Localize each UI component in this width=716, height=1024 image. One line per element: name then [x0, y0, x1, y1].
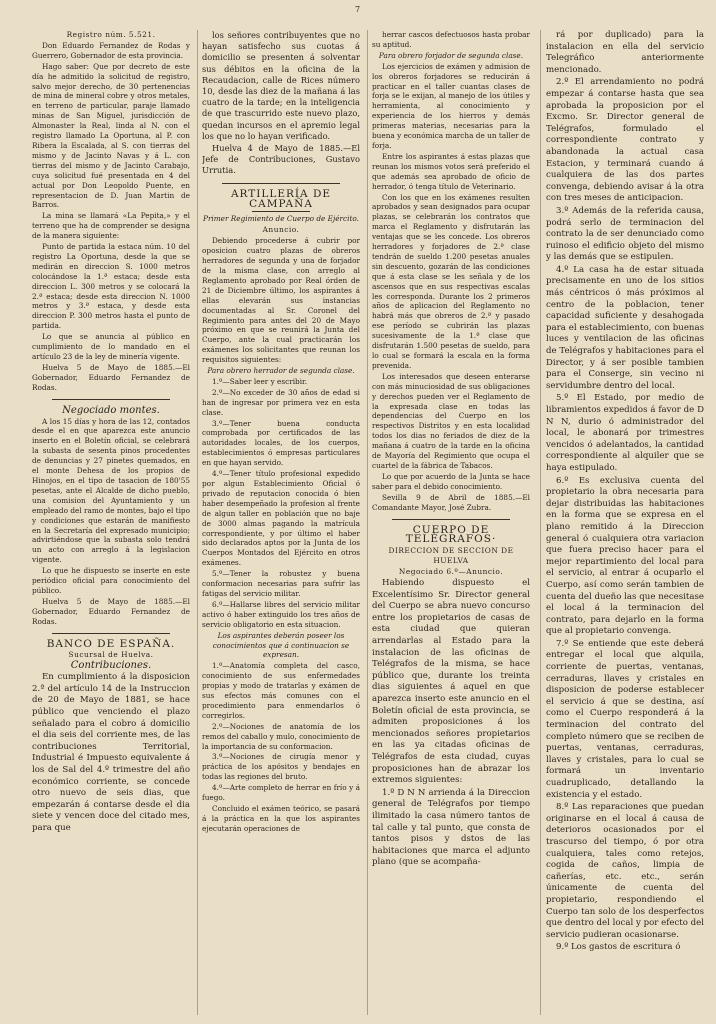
- subheading-contribuciones: Contribuciones.: [70, 660, 152, 672]
- divider: [392, 519, 510, 520]
- section-heading-artilleria: ARTILLERÍA DE CAMPAÑA: [230, 187, 332, 210]
- column-divider: [197, 30, 198, 1015]
- column-4: [546, 30, 704, 1015]
- knowledge-item: 1.º—Anatomía completa del casco, conocimiento de sus enfermedades propias y modo de tratarlas y exámen de sus efectos más comunes con el procedimiento para enmendarlos ó corregirlos.: [202, 661, 360, 720]
- section-heading-telegrafos: CUERPO DE TELÉGRAFOS·: [405, 523, 497, 546]
- paragraph: En cumplimiento á la disposicion 2.ª del artículo 14 de la Instruccion de 20 de Mayo de 1881, se hace público que venciendo el plazo señalado para el cobro á domicilio el dia seis del corriente mes, de las contribuciones Territorial, Industrial é Impuesto equivalente á los de Sal del 4.º trimestre del año económico corriente, se concede otro nuevo de seis dias, que empezarán á contarse desde el dia siete y vencen doce del citado mes, para que: [32, 672, 190, 833]
- paragraph: Lo que por acuerdo de la Junta se hace saber para el debido conocimiento.: [372, 471, 530, 491]
- paragraph: Don Eduardo Fernandez de Rodas y Guerrero, Gobernador de esta provincia.: [32, 40, 190, 60]
- requirement: 2.º—No exceder de 30 años de edad si han de ingresar por primera vez en esta clase.: [202, 387, 360, 417]
- signature: Sevilla 9 de Abril de 1885.—El Comandante Mayor, José Zubra.: [372, 492, 530, 512]
- paragraph: Debiendo procederse á cubrir por oposicion cuatro plazas de obreros herradores de segunda y una de forjador de la misma clase, con arreglo al Reglamento aprobado por Real órden de 21 de Diciembre último, los aspirantes á ellas elevarán sus instancias documentadas al Sr. Coronel del Regimiento para antes del 20 de Mayo próximo en que se reunirá la Junta del Cuerpo, ante la cual practicarán los exámenes los solicitantes que reunan los requisitos siguientes:: [202, 236, 360, 365]
- signature: Huelva 4 de Mayo de 1885.—El Jefe de Contribuciones, Gustavo Urrutia.: [202, 143, 360, 176]
- paragraph: los señores contribuyentes que no hayan satisfecho sus cuotas á domicilio se presenten á solventar sus débitos en la oficina de la Recaudacion, calle de Rices número 10, desde las diez de la mañana á las cuatro de la tarde; en la inteligencia de que trascurrido este nuevo plazo, quedan incursos en el apremio legal los que no lo hayan verificado.: [202, 30, 360, 141]
- registro-heading: Registro núm. 5.521.: [66, 30, 156, 39]
- knowledge-item: 2.º—Nociones de anatomía de los remos del caballo y mulo, conocimiento de la importancia de su conformacion.: [202, 721, 360, 751]
- subheading-forjador: Para obrero forjador de segunda clase.: [378, 50, 524, 60]
- paragraph: Hago saber: Que por decreto de este día he admitido la solicitud de registro, salvo mejor derecho, de 30 pertenencias de mina de mineral cobre y otros metales, en terreno de particular, paraje llamado minas de San Miguel, jurisdicción de Almonaster la Real, linda al N. con el registro llamado La Oportuna, al P. con Ribera la Escalada, al S. con tierras del mismo y de Jacinto Navas y á L. con tierras del mismo y de Jacinto Carabajo, cuya solicitud fué presentada en 4 del actual por Don Leopoldo Puente, en representacion de D. Juan Martin de Barros.: [32, 61, 190, 210]
- subheading-negociado: Negociado 6.º—Anuncio.: [398, 567, 504, 577]
- clause: 7.º Se entiende que este deberá entregar el local que alquila, corriente de puertas, ventanas, cerraduras, llaves y cristales en disposicion de poderse establecer el servicio á que se destina, así como el Cuerpo responderá á la terminacion del contrato del completo número que se reciben de puertas, ventanas, cerraduras, llaves y cristales, para lo cual se formará un inventario cuadruplicado, detallando la existencia y el estado.: [546, 638, 704, 800]
- clause: 6.º Es exclusiva cuenta del propietario la obra necesaria para dejar distribuidas las habitaciones en la forma que se expresa en el plano remitido á la Direccion general ó cualquiera otra variacion que fuera preciso hacer para el mejor repartimiento del local para el servicio, al entrar á ocuparlo el Cuerpo, así como serán tambien de cuenta del dueño las que necesitase el local á la terminacion del contrato, para dejarlo en la forma que al propietario convenga.: [546, 475, 704, 637]
- subheading-direccion: DIRECCION DE SECCION DE HUELVA: [388, 546, 514, 566]
- divider: [52, 633, 170, 634]
- column-divider: [367, 30, 368, 1015]
- paragraph: Entre los aspirantes á estas plazas que reunan los mismos votos será preferido el que además sea aprobado de oficio de herrador, ó tenga título de Veterinario.: [372, 151, 530, 191]
- clause: 8.º Las reparaciones que puedan originarse en el local á causa de deterioros ocasionados por el trascurso del tiempo, ó por otra cualquiera, tales como retejos, cogida de caños, limpia de cañerías, etc. etc., serán únicamente de cuenta del propietario, respondiendo el Cuerpo tan solo de los desperfectos que dentro del local y por efecto del servicio pudieran ocasionarse.: [546, 802, 704, 940]
- paragraph: Punto de partida la estaca núm. 10 del registro La Oportuna, desde la que se medirán en direccion S. 1000 metros colocándose la 1.ª estaca; desde esta direccion L. 300 metros y se colocará la 2.ª estaca; desde esta direccion N. 1000 metros y 3.ª estaca, y desde esta direccion P. 300 metros hasta el punto de partida.: [32, 242, 190, 331]
- requirement: 1.º—Saber leer y escribir.: [212, 376, 308, 386]
- paragraph: La mina se llamará «La Pepita,» y el terreno que ha de comprender se designa de la manera siguiente:: [32, 211, 190, 241]
- clause: 3.º Además de la referida causa, podrá serlo de terminacion del contrato la de ser denunciado como ruinoso el edificio objeto del mismo y las demás que se estipulen.: [546, 205, 704, 263]
- paragraph: Los interesados que deseen enterarse con más minuciosidad de sus obligaciones y derechos pueden ver el Reglamento de la expresada clase en todas las dependencias del Cuerpo en los respectivos Distritos y en esta localidad todos los dias no feriados de diez de la mañana á cuatro de la tarde en la oficina de Mayoría del Regimiento que ocupa el cuartel de la fábrica de Tabacos.: [372, 371, 530, 470]
- divider: [252, 211, 310, 212]
- knowledge-item: 3.º—Nociones de cirugía menor y práctica de los apósitos y bendajes en todas las regiones del bruto.: [202, 752, 360, 782]
- subheading-sucursal: Sucursal de Huelva.: [68, 650, 154, 660]
- subheading-aspirantes: Los aspirantes deberán poseer los conocimientos que á continuacion se expresan.: [212, 630, 350, 660]
- clause: 4.º La casa ha de estar situada precisamente en uno de los sitios más céntricos ó más próximos al centro de la poblacion, tener capacidad suficiente y desahogada para el establecimiento, con buenas luces y ventilacion de las oficinas de Telégrafos y habitaciones para el Director, y á ser posible tambien para el Conserge, sin vecino ni servidumbre dentro del local.: [546, 264, 704, 391]
- paragraph: Lo que he dispuesto se inserte en este periódico oficial para conocimiento del público.: [32, 566, 190, 595]
- paragraph: Habiendo dispuesto el Excelentísimo Sr. Director general del Cuerpo se abra nuevo concurso entre los propietarios de casas de esta ciudad que quieran arrendarlas al Estado para la instalacion de las oficinas de Telégrafos de la misma, se hace público que, durante los treinta dias siguientes á aquel en que aparezca inserto este anuncio en el Boletín oficial de esta provincia, se admiten proposiciones á los mencionados señores propietarios en las ya citadas oficinas de Telégrafos de esta ciudad, cuyas proposiciones han de abrazar los extremos siguientes:: [372, 578, 530, 786]
- requirement: 3.º—Tener buena conducta comprobada por certificados de las autoridades locales, de los cuerpos, establecimientos ó empresas particulares en que hayan servido.: [202, 418, 360, 468]
- paragraph: Lo que se anuncia al público en cumplimiento de lo mandado en el artículo 23 de la ley de minería vigente.: [32, 332, 190, 361]
- requirement: 4.º—Tener título profesional expedido por algun Establecimiento Oficial ó privado de reputacion conocida ó bien haber desempeñado la profesion al frente de algun taller en población que no baje de 3000 almas pagando la matrícula correspondiente, y por último el haber sido declarados aptos por la Junta de los Cuerpos Montados del Ejército en otros exámenes.: [202, 469, 360, 568]
- paragraph: Con los que en los exámenes resulten aprobados y sean designados para ocupar plazas, se celebrarán los contratos que marca el Reglamento y disfrutarán las ventajas que se les concede. Los obreros herradores y forjadores de 2.ª clase tendrán de sueldo 1.200 pesetas anuales sin descuento, gozarán de las condiciones que á esta clase se les señala y de los ascensos que en sus respectivas escalas les corresponda. Durante los 2 primeros años de aplicacion del Reglamento no habrá más que obreros de 2.ª y pasado ese período se cubrirán las plazas sucesivamente de la 1.ª clase que disfrutarán 1.500 pesetas de sueldo, para lo cual se formará la escala en la forma prevenida.: [372, 192, 530, 370]
- knowledge-item: 4.º—Arte completo de herrar en frío y á fuego.: [202, 783, 360, 803]
- column-3: [372, 30, 530, 1015]
- clause: 2.º El arrendamiento no podrá empezar á contarse hasta que sea aprobada la proposicion por el Excmo. Sr. Director general de Telégrafos, formulado el correspondiente contrato y abandonada la actual casa Estacion, y terminará cuando á cualquiera de las dos partes convenga, debiendo avisar á la otra con tres meses de anticipacion.: [546, 77, 704, 204]
- section-heading-banco: BANCO DE ESPAÑA.: [46, 637, 176, 650]
- divider: [52, 399, 170, 400]
- clause: 5.º El Estado, por medio de libramientos expedidos á favor de D N N, durio ó administrador del local, le abonará por trimestres vencidos ó adelantados, la cantidad correspondiente al alquiler que se haya estipulado.: [546, 393, 704, 473]
- paragraph: Concluido el exámen teórico, se pasará á la práctica en la que los aspirantes ejecutarán operaciones de: [202, 804, 360, 833]
- signature: Huelva 5 de Mayo de 1885.—El Gobernador, Eduardo Fernandez de Rodas.: [32, 362, 190, 392]
- subheading-regimiento: Primer Regimiento de Cuerpo de Ejército.: [203, 214, 359, 224]
- subheading-anuncio: Anuncio.: [262, 225, 300, 235]
- requirement: 5.º—Tener la robustez y buena conformacion necesarias para sufrir las fatigas del servicio militar.: [202, 569, 360, 598]
- column-2: [202, 30, 360, 1015]
- requirement: 6.º—Hallarse libres del servicio militar activo ó haber extinguido los tres años de servicio obligatorio en esta situacion.: [202, 599, 360, 629]
- clause: 9.º Los gastos de escritura ó: [556, 942, 681, 953]
- page-number: 7: [354, 5, 362, 14]
- signature: Huelva 5 de Mayo de 1885.—El Gobernador, Eduardo Fernandez de Rodas.: [32, 596, 190, 626]
- paragraph: 1.º D N N arrienda á la Direccion general de Telégrafos por tiempo ilimitado la casa número tantos de tal calle y tal punto, que consta de tantos pisos y dstos de las habitaciones que marca el adjunto plano (que se acompaña-: [372, 787, 530, 868]
- paragraph: rá por duplicado) para la instalacion en ella del servicio Telegráfico anteriormente mencionado.: [546, 30, 704, 75]
- column-divider: [540, 30, 541, 1015]
- subheading-herrador: Para obrero herrador de segunda clase.: [207, 366, 355, 376]
- section-heading-negociado: Negociado montes.: [62, 404, 160, 416]
- paragraph: A los 15 días y hora de las 12, contados desde el en que aparezca este anuncio inserto en el Boletín oficial, se celebrará la subasta de sesenta pinos procedentes de denuncias y 27 pinetes quemados, en el monte Dehesa de los propios de Hinojos, en el tipo de tasacion de 180'55 pesetas, ante el Alcalde de dicho pueblo, una comision del Ayuntamiento y un empleado del ramo de montes, bajo el tipo y condiciones que estarán de manifiesto en la Secretaría del expresado municipio; advirtiéndose que la subasta solo tendrá un acto con arreglo á la legislacion vigente.: [32, 416, 190, 565]
- column-1: [32, 30, 190, 1015]
- paragraph: Los ejercicios de exámen y admision de los obreros forjadores se reducirán á practicar en el taller cuantas clases de forja se le exijan, al manejo de los útiles y herramienta, al conocimiento y experiencia de los hierros y demás primeras materias, necesarias para la buena y económica marcha de un taller de forja.: [372, 61, 530, 150]
- divider: [222, 183, 340, 184]
- paragraph: herrar cascos defectuosos hasta probar su aptitud.: [372, 30, 530, 49]
